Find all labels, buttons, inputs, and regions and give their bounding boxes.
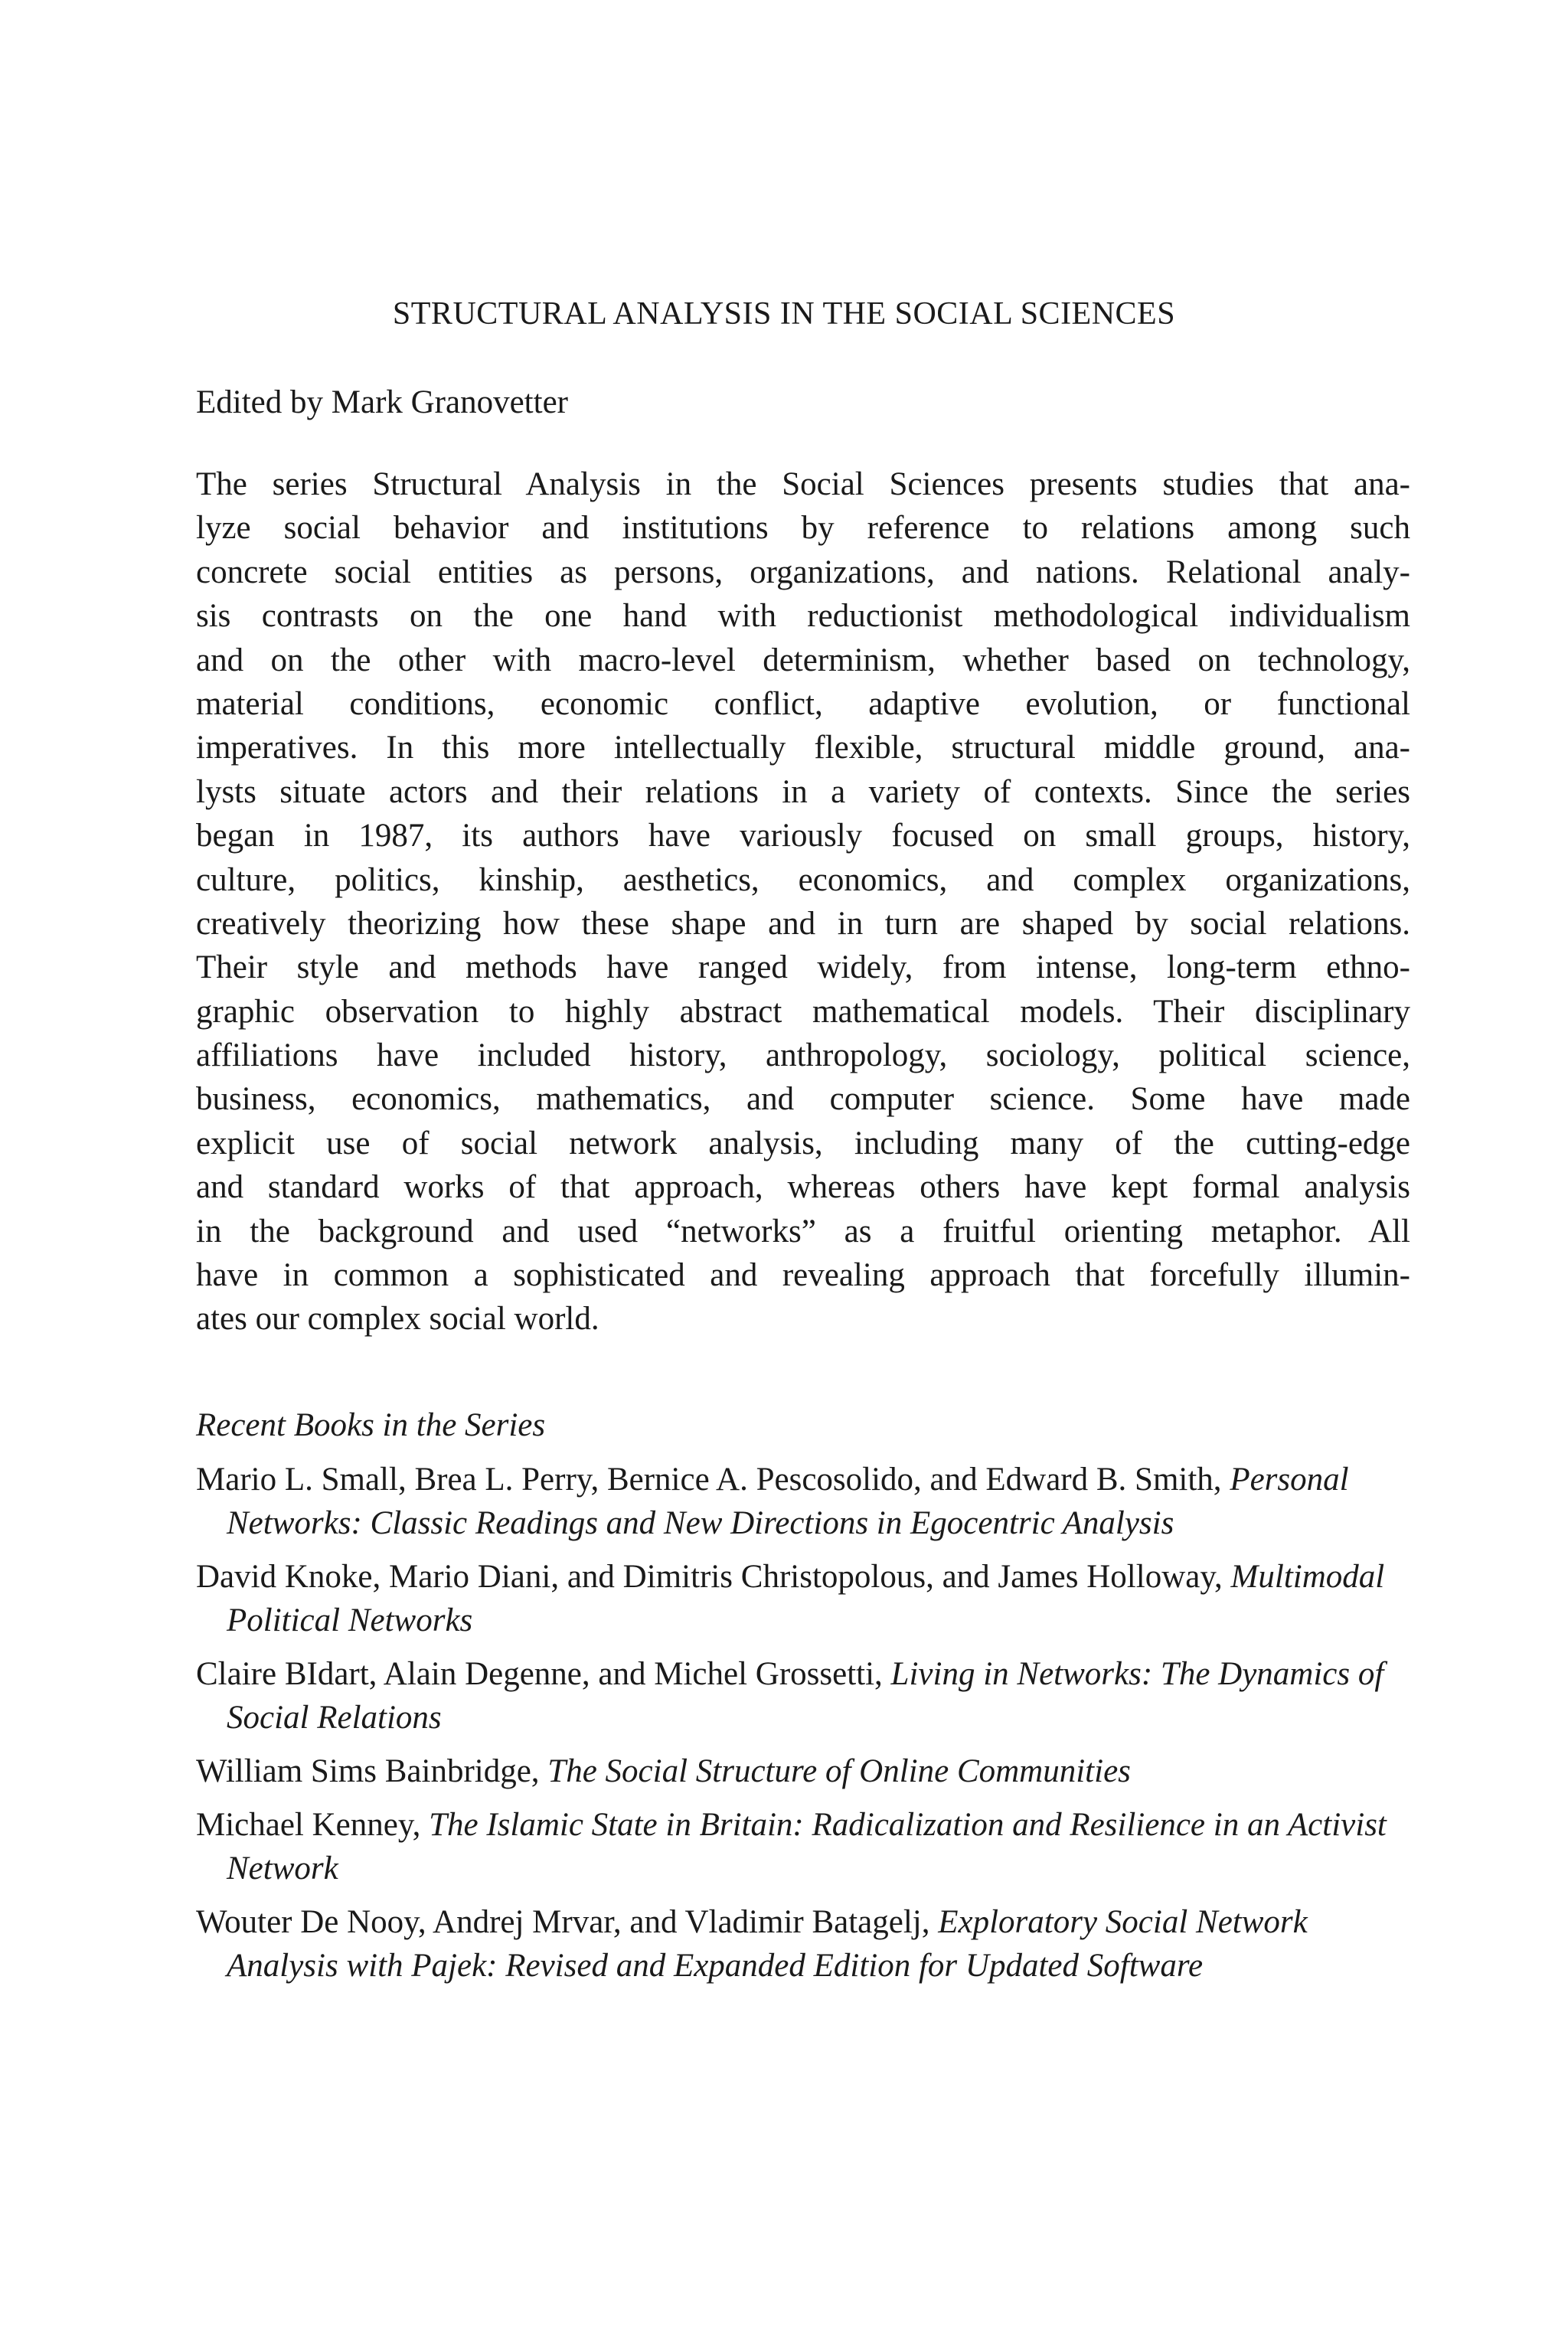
description-line: business, economics, mathematics, and computer science. Some have made [196, 1081, 1410, 1118]
description-line: lyze social behavior and institutions by reference to relations among such [196, 510, 1410, 547]
book-authors: Mario L. Small, Brea L. Perry, Bernice A. Pescosolido, and Edward B. Smith, [196, 1462, 1222, 1498]
description-line: began in 1987, its authors have variously focused on small groups, history, [196, 818, 1410, 854]
description-line: lysts situate actors and their relations in a variety of contexts. Since the series [196, 773, 1410, 810]
description-line: in the background and used “networks” as a fruitful orienting metaphor. All [196, 1213, 1410, 1250]
description-line: sis contrasts on the one hand with reductionist methodological individualism [196, 598, 1410, 635]
book-authors: Claire BIdart, Alain Degenne, and Michel Grossetti, [196, 1656, 883, 1692]
book-title: Personal Networks: Classic Readings and New Directions in Egocentric Analysis [227, 1462, 1349, 1541]
description-line: concrete social entities as persons, organizations, and nations. Relational analy- [196, 554, 1410, 590]
series-title: STRUCTURAL ANALYSIS IN THE SOCIAL SCIENCES [392, 296, 1176, 332]
description-line: and on the other with macro-level determinism, whether based on technology, [196, 642, 1410, 678]
description-line: material conditions, economic conflict, adaptive evolution, or functional [196, 685, 1410, 722]
description-line: The series Structural Analysis in the Social Sciences presents studies that ana- [196, 466, 1410, 502]
book-entry [196, 1555, 1410, 1642]
book-entry [196, 1652, 1410, 1740]
description-line: explicit use of social network analysis, including many of the cutting-edge [196, 1125, 1410, 1161]
book-title: Living in Networks: The Dynamics of Social Relations [227, 1656, 1384, 1736]
book-authors: Wouter De Nooy, Andrej Mrvar, and Vladimir Batagelj, [196, 1904, 930, 1940]
description-line: have in common a sophisticated and revealing approach that forcefully illumin- [196, 1257, 1410, 1294]
description-line: culture, politics, kinship, aesthetics, economics, and complex organizations, [196, 861, 1410, 898]
description-line: ates our complex social world. [196, 1301, 599, 1338]
book-title: The Islamic State in Britain: Radicalization and Resilience in an Activist Network [227, 1807, 1387, 1886]
recent-books-heading: Recent Books in the Series [196, 1407, 546, 1443]
description-line: graphic observation to highly abstract mathematical models. Their disciplinary [196, 993, 1410, 1030]
description-line: imperatives. In this more intellectually flexible, structural middle ground, ana- [196, 730, 1410, 766]
book-authors: Michael Kenney, [196, 1807, 421, 1843]
book-entry [196, 1803, 1410, 1890]
book-title: Exploratory Social Network Analysis with Pajek: Revised and Expanded Edition for Updated Software [227, 1904, 1308, 1984]
book-entry [196, 1458, 1410, 1545]
description-line: creatively theorizing how these shape and in turn are shaped by social relations. [196, 905, 1410, 942]
description-line: Their style and methods have ranged widely, from intense, long-term ethno- [196, 949, 1410, 986]
book-entry [196, 1749, 1410, 1793]
description-line: and standard works of that approach, whereas others have kept formal analysis [196, 1169, 1410, 1206]
series-description [196, 462, 1410, 1341]
book-authors: David Knoke, Mario Diani, and Dimitris Christopolous, and James Holloway, [196, 1559, 1223, 1595]
book-entry [196, 1900, 1410, 1988]
description-line: affiliations have included history, anthropology, sociology, political science, [196, 1037, 1410, 1074]
book-list [196, 1458, 1410, 1998]
book-authors: William Sims Bainbridge, [196, 1753, 540, 1789]
editor-line: Edited by Mark Granovetter [196, 384, 568, 420]
book-title: Multimodal Political Networks [227, 1559, 1385, 1638]
book-title: The Social Structure of Online Communities [547, 1753, 1131, 1789]
